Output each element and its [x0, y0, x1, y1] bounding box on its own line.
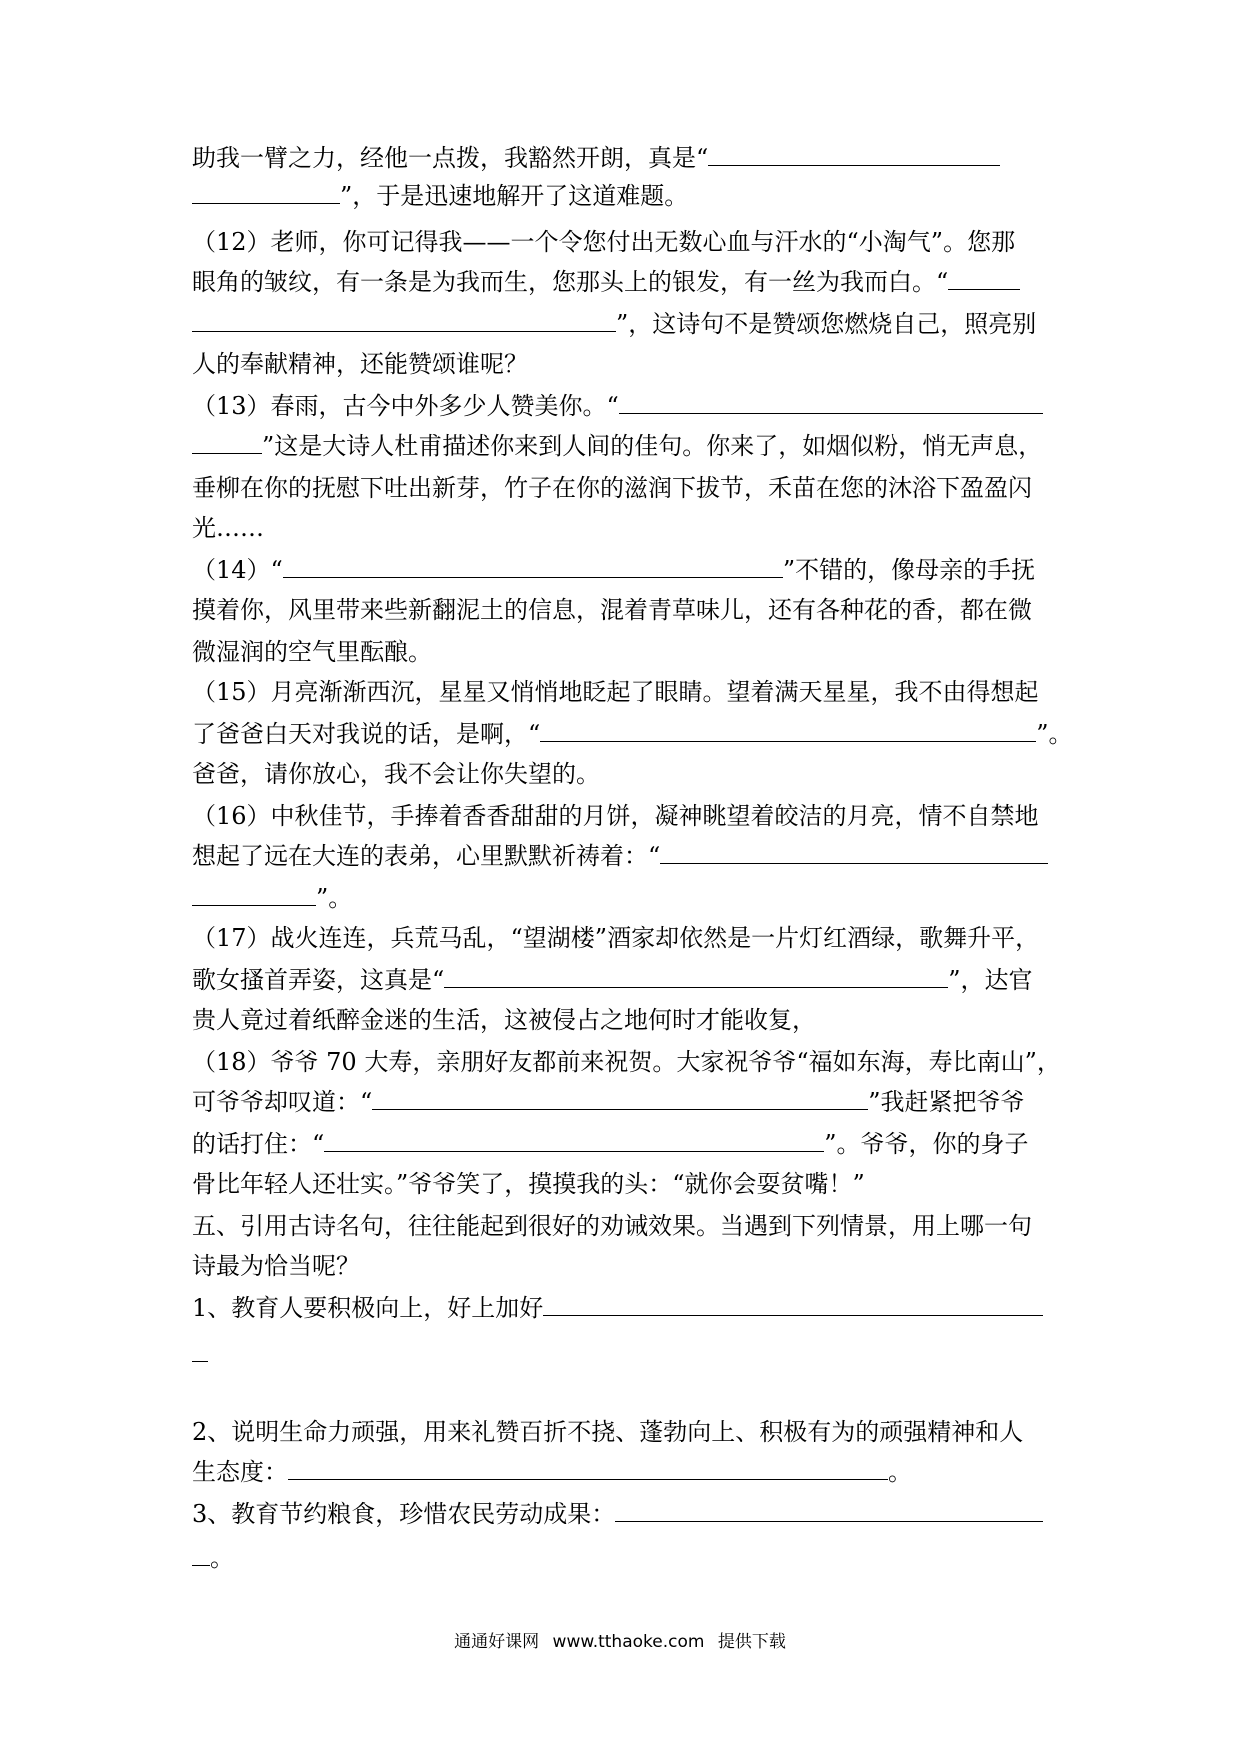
q18-line-2: 可爷爷却叹道：“ ”我赶紧把爷爷 — [192, 1082, 1060, 1122]
answer-blank[interactable] — [540, 717, 1036, 742]
footer-url: www.tthaoke.com — [552, 1632, 705, 1652]
q12-line-4: 人的奉献精神，还能赞颂谁呢？ — [192, 350, 528, 378]
page-footer — [0, 1630, 1240, 1654]
q13-line-1: （13）春雨，古今中外多少人赞美你。“ — [192, 386, 1060, 426]
q13-line-4: 光…… — [192, 514, 264, 542]
answer-blank[interactable] — [372, 1085, 868, 1110]
q11-line-2: ”，于是迅速地解开了这道难题。 — [192, 176, 1060, 216]
q13-line-2: ”这是大诗人杜甫描述你来到人间的佳句。你来了，如烟似粉，悄无声息， — [192, 426, 1060, 466]
footer-suffix: 提供下载 — [717, 1632, 786, 1652]
answer-blank[interactable] — [192, 429, 262, 454]
q15-line-2: 了爸爸白天对我说的话，是啊，“ ”。 — [192, 714, 1060, 754]
answer-blank[interactable] — [192, 307, 616, 332]
q12-line-2: 眼角的皱纹，有一条是为我而生，您那头上的银发，有一丝为我而白。“ — [192, 262, 1060, 302]
q18-line-1: （18）爷爷 70 大寿，亲朋好友都前来祝贺。大家祝爷爷“福如东海，寿比南山”， — [192, 1048, 1061, 1076]
q15-line-3: 爸爸，请你放心，我不会让你失望的。 — [192, 760, 600, 788]
answer-blank[interactable] — [619, 389, 1043, 414]
answer-blank[interactable] — [288, 1455, 888, 1480]
q13-line-3: 垂柳在你的抚慰下吐出新芽，竹子在你的滋润下拔节，禾苗在您的沐浴下盈盈闪 — [192, 474, 1032, 502]
q12-line-3: ”，这诗句不是赞颂您燃烧自己，照亮别 — [192, 304, 1060, 344]
q16-line-2: 想起了远在大连的表弟，心里默默祈祷着：“ — [192, 836, 1060, 876]
item3-line-2: 。 — [192, 1538, 1060, 1578]
item1-line-1: 1、教育人要积极向上，好上加好 — [192, 1288, 1060, 1328]
answer-blank[interactable] — [444, 963, 948, 988]
q15-line-1: （15）月亮渐渐西沉，星星又悄悄地眨起了眼睛。望着满天星星，我不由得想起 — [192, 678, 1039, 706]
answer-blank[interactable] — [192, 1337, 208, 1362]
item1-line-2 — [192, 1334, 1060, 1374]
q16-line-1: （16）中秋佳节，手捧着香香甜甜的月饼，凝神眺望着皎洁的月亮，情不自禁地 — [192, 802, 1039, 830]
q18-line-3: 的话打住：“ ”。爷爷，你的身子 — [192, 1124, 1060, 1164]
q16-line-3: ”。 — [192, 878, 1060, 918]
answer-blank[interactable] — [324, 1127, 824, 1152]
answer-blank[interactable] — [660, 839, 1048, 864]
answer-blank[interactable] — [192, 881, 316, 906]
q14-line-2: 摸着你，风里带来些新翻泥土的信息，混着青草味儿，还有各种花的香，都在微 — [192, 596, 1032, 624]
q11-line-1: 助我一臂之力，经他一点拨，我豁然开朗，真是“ — [192, 138, 1060, 178]
q12-line-1: （12）老师，你可记得我——一个令您付出无数心血与汗水的“小淘气”。您那 — [192, 228, 1016, 256]
answer-blank[interactable] — [192, 179, 340, 204]
item2-line-1: 2、说明生命力顽强，用来礼赞百折不挠、蓬勃向上、积极有为的顽强精神和人 — [192, 1418, 1024, 1446]
item3-line-1: 3、教育节约粮食，珍惜农民劳动成果： — [192, 1494, 1060, 1534]
answer-blank[interactable] — [708, 141, 1000, 166]
answer-blank[interactable] — [283, 553, 783, 578]
answer-blank[interactable] — [948, 265, 1020, 290]
section5-heading-line-1: 五、引用古诗名句，往往能起到很好的劝诫效果。当遇到下列情景，用上哪一句 — [192, 1212, 1032, 1240]
answer-blank[interactable] — [615, 1497, 1043, 1522]
q18-line-4: 骨比年轻人还壮实。”爷爷笑了，摸摸我的头：“就你会耍贫嘴！” — [192, 1170, 865, 1198]
q14-line-1: （14）“ ”不错的，像母亲的手抚 — [192, 550, 1060, 590]
footer-site-name: 通通好课网 — [454, 1632, 540, 1652]
q17-line-3: 贵人竟过着纸醉金迷的生活，这被侵占之地何时才能收复， — [192, 1006, 816, 1034]
item2-line-2: 生态度： 。 — [192, 1452, 1060, 1492]
answer-blank[interactable] — [192, 1541, 210, 1566]
q17-line-2: 歌女搔首弄姿，这真是“ ”，达官 — [192, 960, 1060, 1000]
q17-line-1: （17）战火连连，兵荒马乱，“望湖楼”酒家却依然是一片灯红酒绿，歌舞升平， — [192, 924, 1040, 952]
answer-blank[interactable] — [543, 1291, 1043, 1316]
q14-line-3: 微湿润的空气里酝酿。 — [192, 638, 432, 666]
section5-heading-line-2: 诗最为恰当呢？ — [192, 1252, 360, 1280]
